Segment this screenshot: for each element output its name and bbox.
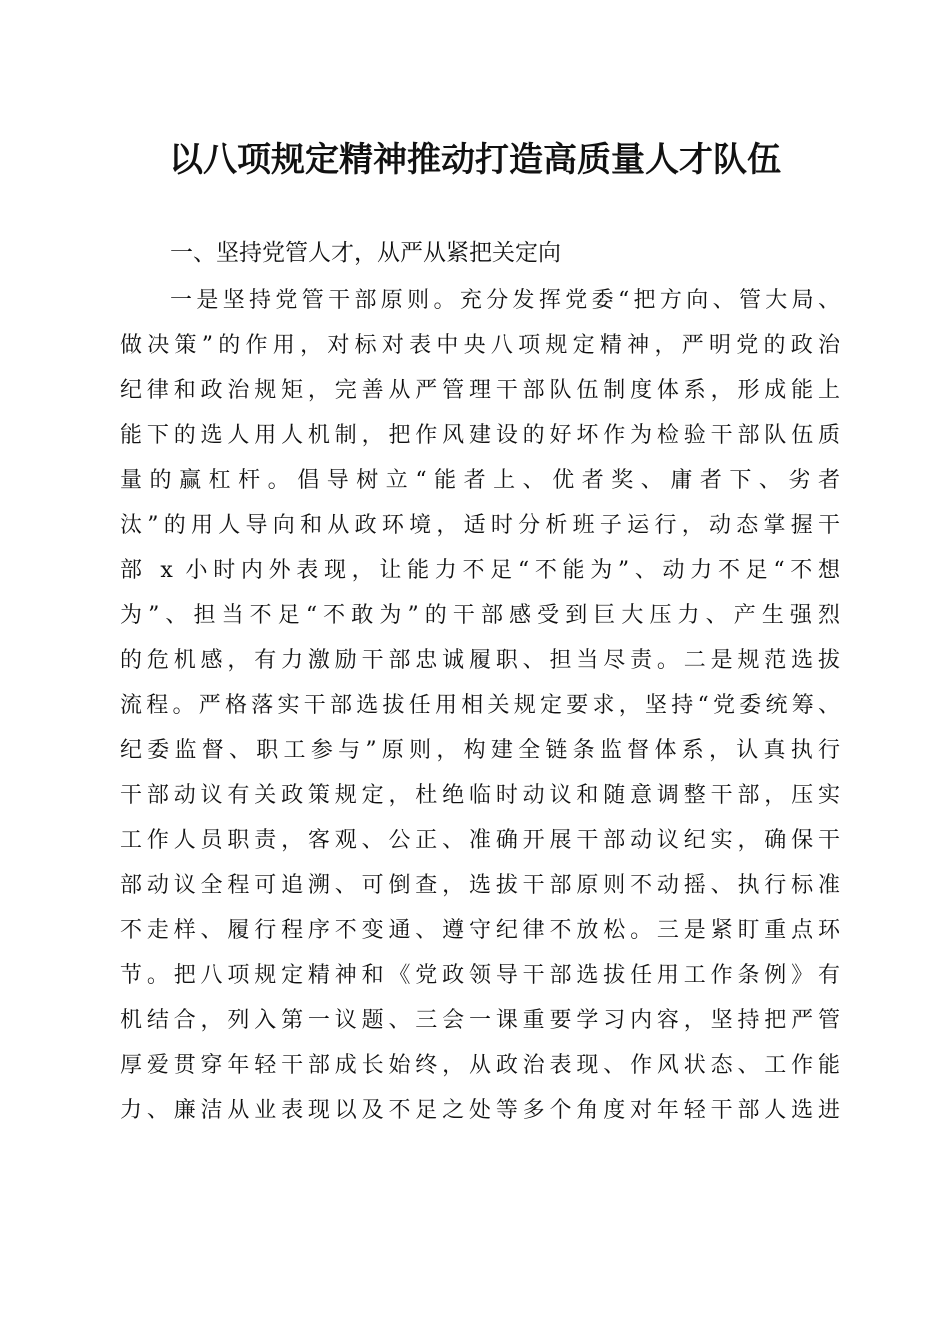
body-text [120,278,840,1133]
body-line: 的危机感，有力激励干部忠诚履职、担当尽责。二是规范选拔 [120,648,840,673]
body-line: 能下的选人用人机制，把作风建设的好坏作为检验干部队伍质 [120,423,840,448]
body-line: 纪委监督、职工参与”原则，构建全链条监督体系，认真执行 [120,738,840,763]
body-line: 部 x 小时内外表现，让能力不足“不能为”、动力不足“不想 [120,558,840,583]
document-title: 以八项规定精神推动打造高质量人才队伍 [169,140,781,180]
body-line: 部动议全程可追溯、可倒查，选拔干部原则不动摇、执行标准 [120,873,840,898]
body-line: 力、廉洁从业表现以及不足之处等多个角度对年轻干部人选进 [120,1098,840,1123]
section-heading: 一、坚持党管人才，从严从紧把关定向 [170,240,561,266]
body-line: 一是坚持党管干部原则。充分发挥党委“把方向、管大局、 [170,288,840,313]
body-line: 机结合，列入第一议题、三会一课重要学习内容，坚持把严管 [120,1008,840,1033]
body-line: 汰”的用人导向和从政环境，适时分析班子运行，动态掌握干 [120,513,840,538]
body-line: 量的赢杠杆。倡导树立“能者上、优者奖、庸者下、劣者 [120,468,840,493]
body-line: 纪律和政治规矩，完善从严管理干部队伍制度体系，形成能上 [120,378,840,403]
body-line: 干部动议有关政策规定，杜绝临时动议和随意调整干部，压实 [120,783,840,808]
body-line: 节。把八项规定精神和《党政领导干部选拔任用工作条例》有 [120,963,840,988]
body-line: 为”、担当不足“不敢为”的干部感受到巨大压力、产生强烈 [120,603,840,628]
body-line: 厚爱贯穿年轻干部成长始终，从政治表现、作风状态、工作能 [120,1053,840,1078]
body-line: 流程。严格落实干部选拔任用相关规定要求，坚持“党委统筹、 [120,693,840,718]
body-line: 工作人员职责，客观、公正、准确开展干部动议纪实，确保干 [120,828,840,853]
body-line: 不走样、履行程序不变通、遵守纪律不放松。三是紧盯重点环 [120,918,840,943]
body-line: 做决策”的作用，对标对表中央八项规定精神，严明党的政治 [120,333,840,358]
